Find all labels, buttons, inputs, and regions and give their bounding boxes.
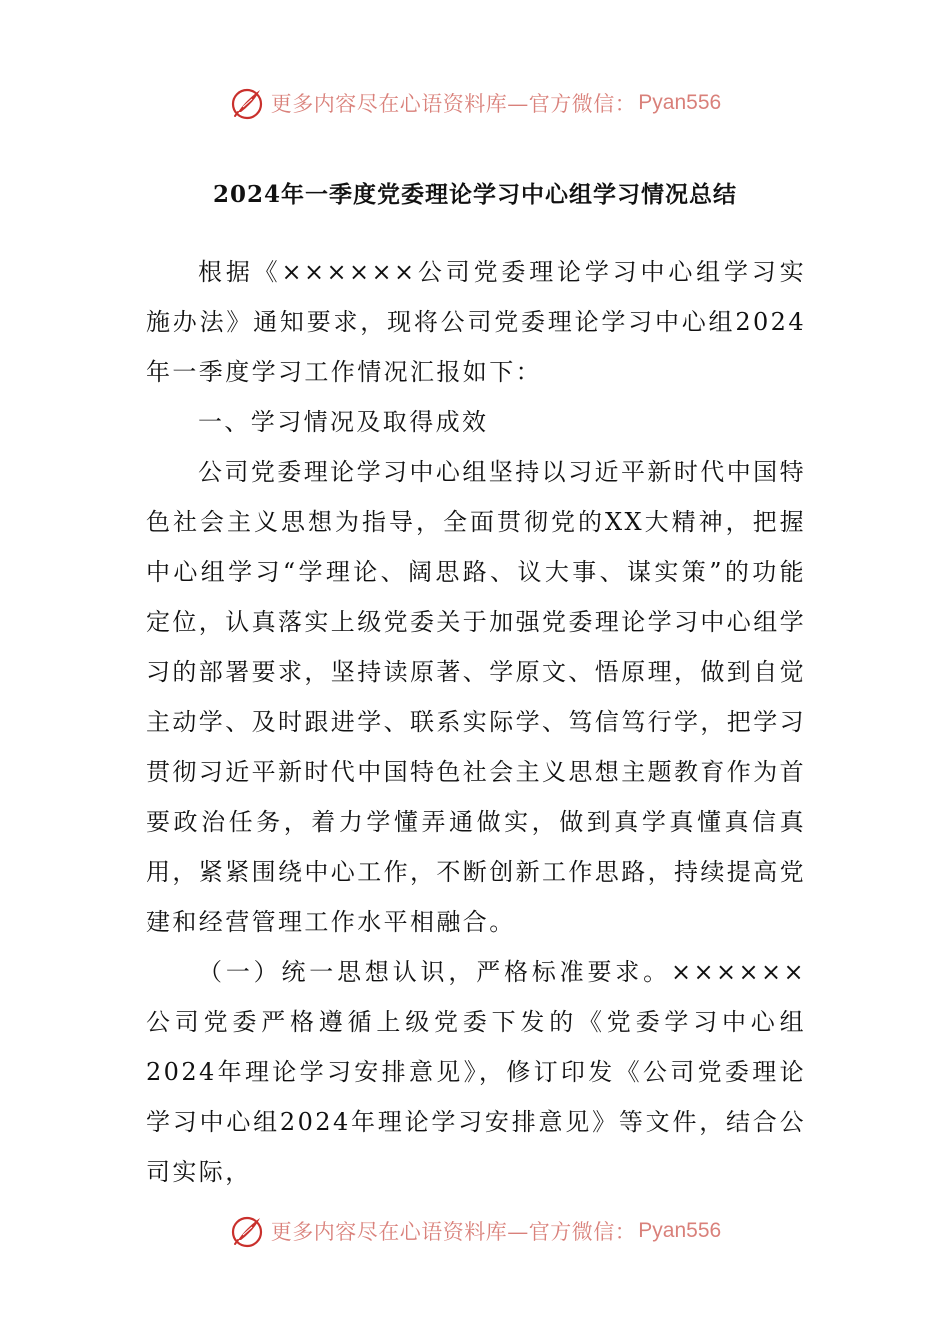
watermark-banner-bottom: [0, 1206, 950, 1256]
document-title: 2024年一季度党委理论学习中心组学习情况总结: [212, 181, 737, 208]
quill-pen-logo-icon: [229, 85, 265, 121]
document-body: [146, 247, 806, 1197]
watermark-wechat-id: Pyan556: [638, 1219, 722, 1242]
watermark-text: 更多内容尽在心语资料库—官方微信：: [270, 92, 637, 116]
paragraph-intro: 根据《××××××公司党委理论学习中心组学习实施办法》通知要求，现将公司党委理论学习中心组2024年一季度学习工作情况汇报如下：: [146, 258, 806, 386]
paragraph-subsection: （一）统一思想认识，严格标准要求。××××××公司党委严格遵循上级党委下发的《党委学习中心组2024年理论学习安排意见》，修订印发《公司党委理论学习中心组2024年理论学习安排意见》等文件，结合公司实际，: [146, 958, 806, 1186]
watermark-banner-top: [0, 78, 950, 128]
watermark-text: 更多内容尽在心语资料库—官方微信：: [270, 1220, 637, 1244]
watermark-wechat-id: Pyan556: [638, 91, 722, 114]
quill-pen-logo-icon: [229, 1213, 265, 1249]
paragraph-body: 公司党委理论学习中心组坚持以习近平新时代中国特色社会主义思想为指导，全面贯彻党的XX大精神，把握中心组学习“学理论、阔思路、议大事、谋实策”的功能定位，认真落实上级党委关于加强党委理论学习中心组学习的部署要求，坚持读原著、学原文、悟原理，做到自觉主动学、及时跟进学、联系实际学、笃信笃行学，把学习贯彻习近平新时代中国特色社会主义思想主题教育作为首要政治任务，着力学懂弄通做实，做到真学真懂真信真用，紧紧围绕中心工作，不断创新工作思路，持续提高党建和经营管理工作水平相融合。: [146, 458, 806, 936]
section-heading: 一、学习情况及取得成效: [198, 408, 489, 436]
